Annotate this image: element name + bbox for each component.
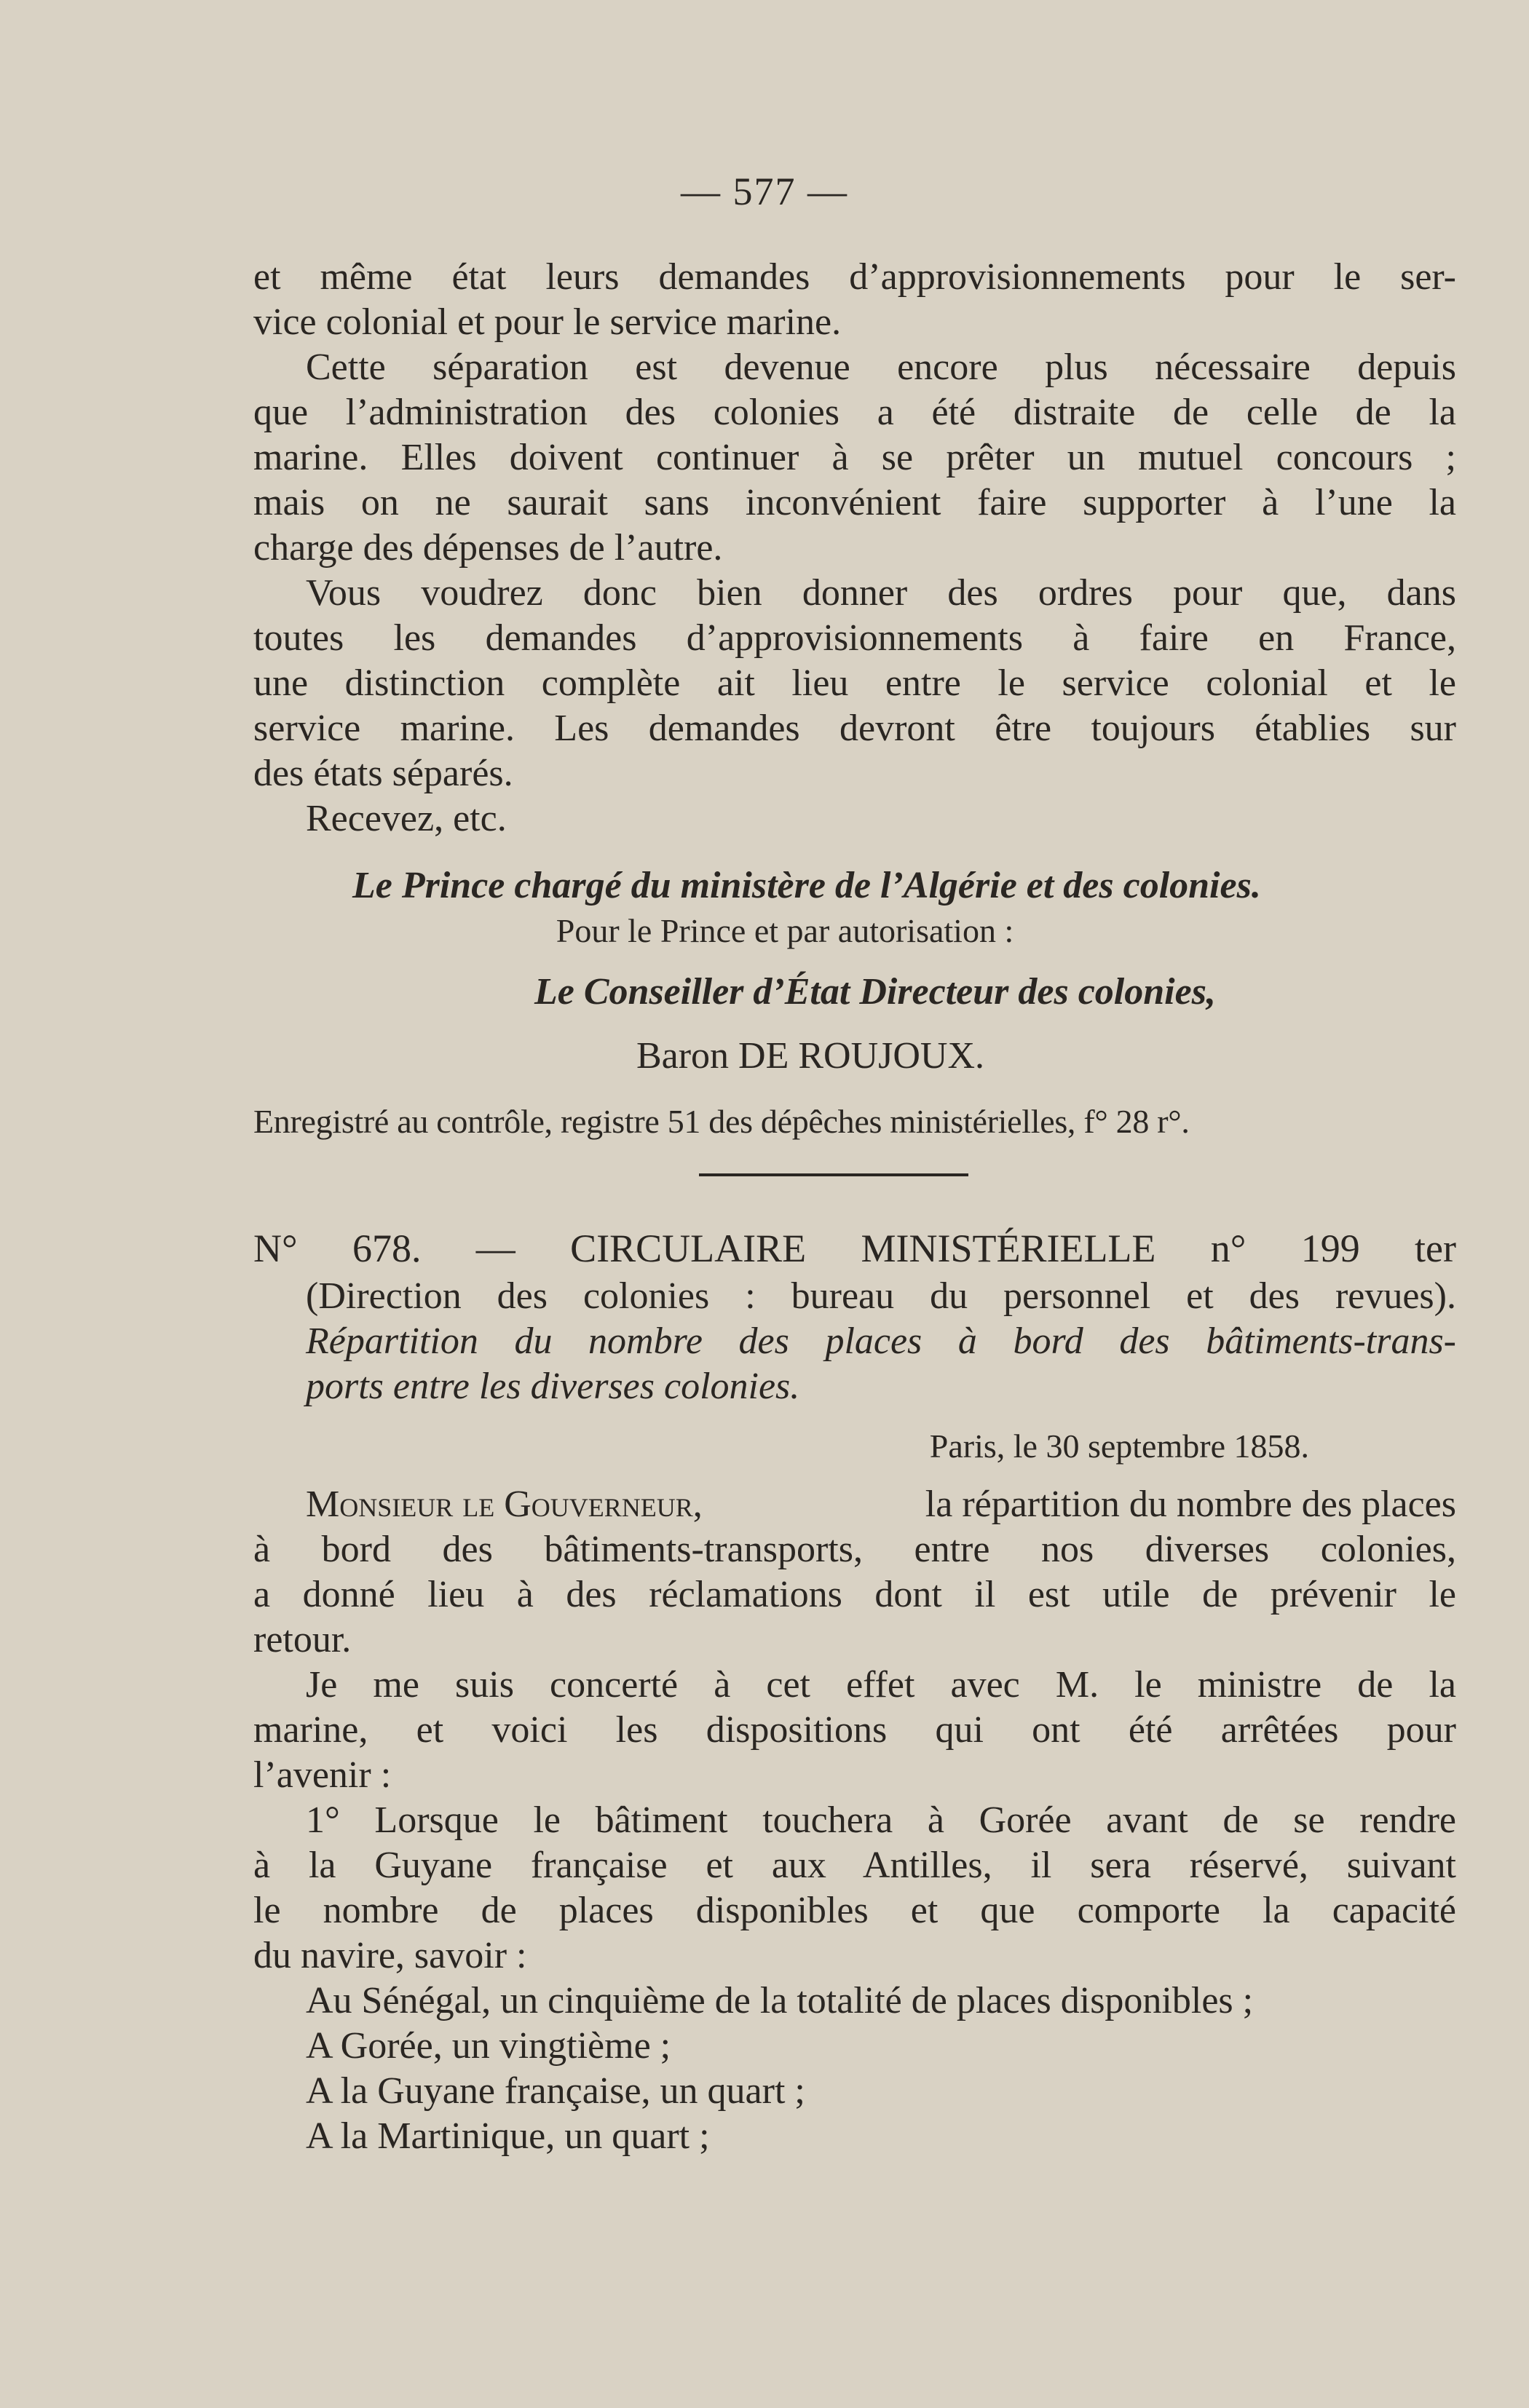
text-line: Vous voudrez donc bien donner des ordres pour que, dans bbox=[306, 572, 1456, 614]
text-line: du navire, savoir : bbox=[253, 1935, 527, 1976]
text-line: 1° Lorsque le bâtiment touchera à Gorée avant de se rendre bbox=[306, 1799, 1456, 1841]
text-line: marine, et voici les dispositions qui ont été arrêtées pour bbox=[253, 1709, 1456, 1751]
text-line: Je me suis concerté à cet effet avec M. le ministre de la bbox=[306, 1664, 1456, 1706]
text-line: toutes les demandes d’approvisionnements à faire en France, bbox=[253, 617, 1456, 659]
signature-prince: Le Prince chargé du ministère de l’Algérie et des colonies. bbox=[352, 865, 1261, 906]
text-line: retour. bbox=[253, 1619, 352, 1660]
registration-note: Enregistré au contrôle, registre 51 des dépêches ministérielles, f° 28 r°. bbox=[253, 1103, 1190, 1140]
text-line: le nombre de places disponibles et que comporte la capacité bbox=[253, 1890, 1456, 1931]
signature-councillor: Le Conseiller d’État Directeur des colonies, bbox=[534, 971, 1216, 1013]
circular-heading: N° 678. — CIRCULAIRE MINISTÉRIELLE n° 199 ter bbox=[253, 1227, 1456, 1270]
text-line: et même état leurs demandes d’approvisionnements pour le ser- bbox=[253, 256, 1456, 298]
text-line: vice colonial et pour le service marine. bbox=[253, 301, 842, 343]
text-line: que l’administration des colonies a été distraite de celle de la bbox=[253, 392, 1456, 433]
text-line: Recevez, etc. bbox=[306, 798, 507, 839]
page-number: — 577 — bbox=[681, 170, 848, 213]
text-line: A la Martinique, un quart ; bbox=[306, 2115, 710, 2157]
text-line: l’avenir : bbox=[253, 1754, 392, 1796]
circular-subject: Répartition du nombre des places à bord des bâtiments-trans- bbox=[306, 1320, 1456, 1362]
text-line: à la Guyane française et aux Antilles, il sera réservé, suivant bbox=[253, 1845, 1456, 1886]
salutation-line bbox=[253, 1482, 1456, 1527]
text-line: marine. Elles doivent continuer à se prêter un mutuel concours ; bbox=[253, 437, 1456, 478]
text-line: charge des dépenses de l’autre. bbox=[253, 527, 723, 569]
text-line: service marine. Les demandes devront être toujours établies sur bbox=[253, 708, 1456, 749]
signature-authorization: Pour le Prince et par autorisation : bbox=[556, 912, 1014, 949]
text-line: à bord des bâtiments-transports, entre nos diverses colonies, bbox=[253, 1529, 1456, 1570]
signature-name: Baron DE ROUJOUX. bbox=[636, 1035, 985, 1077]
text-line: A la Guyane française, un quart ; bbox=[306, 2070, 805, 2112]
dateline: Paris, le 30 septembre 1858. bbox=[929, 1427, 1309, 1465]
text-line: A Gorée, un vingtième ; bbox=[306, 2025, 671, 2067]
text-line: des états séparés. bbox=[253, 753, 513, 794]
separator-rule bbox=[699, 1173, 968, 1176]
text-line: Cette séparation est devenue encore plus nécessaire depuis bbox=[306, 346, 1456, 388]
salutation: Monsieur le Gouverneur, bbox=[306, 1484, 703, 1525]
circular-subject: ports entre les diverses colonies. bbox=[306, 1366, 800, 1407]
text-line: Au Sénégal, un cinquième de la totalité de places disponibles ; bbox=[306, 1980, 1254, 2021]
text-line: la répartition du nombre des places bbox=[925, 1484, 1456, 1525]
circular-direction: (Direction des colonies : bureau du personnel et des revues). bbox=[306, 1275, 1456, 1317]
text-line: mais on ne saurait sans inconvénient faire supporter à l’une la bbox=[253, 482, 1456, 523]
text-line: a donné lieu à des réclamations dont il est utile de prévenir le bbox=[253, 1574, 1456, 1615]
text-line: une distinction complète ait lieu entre le service colonial et le bbox=[253, 662, 1456, 704]
